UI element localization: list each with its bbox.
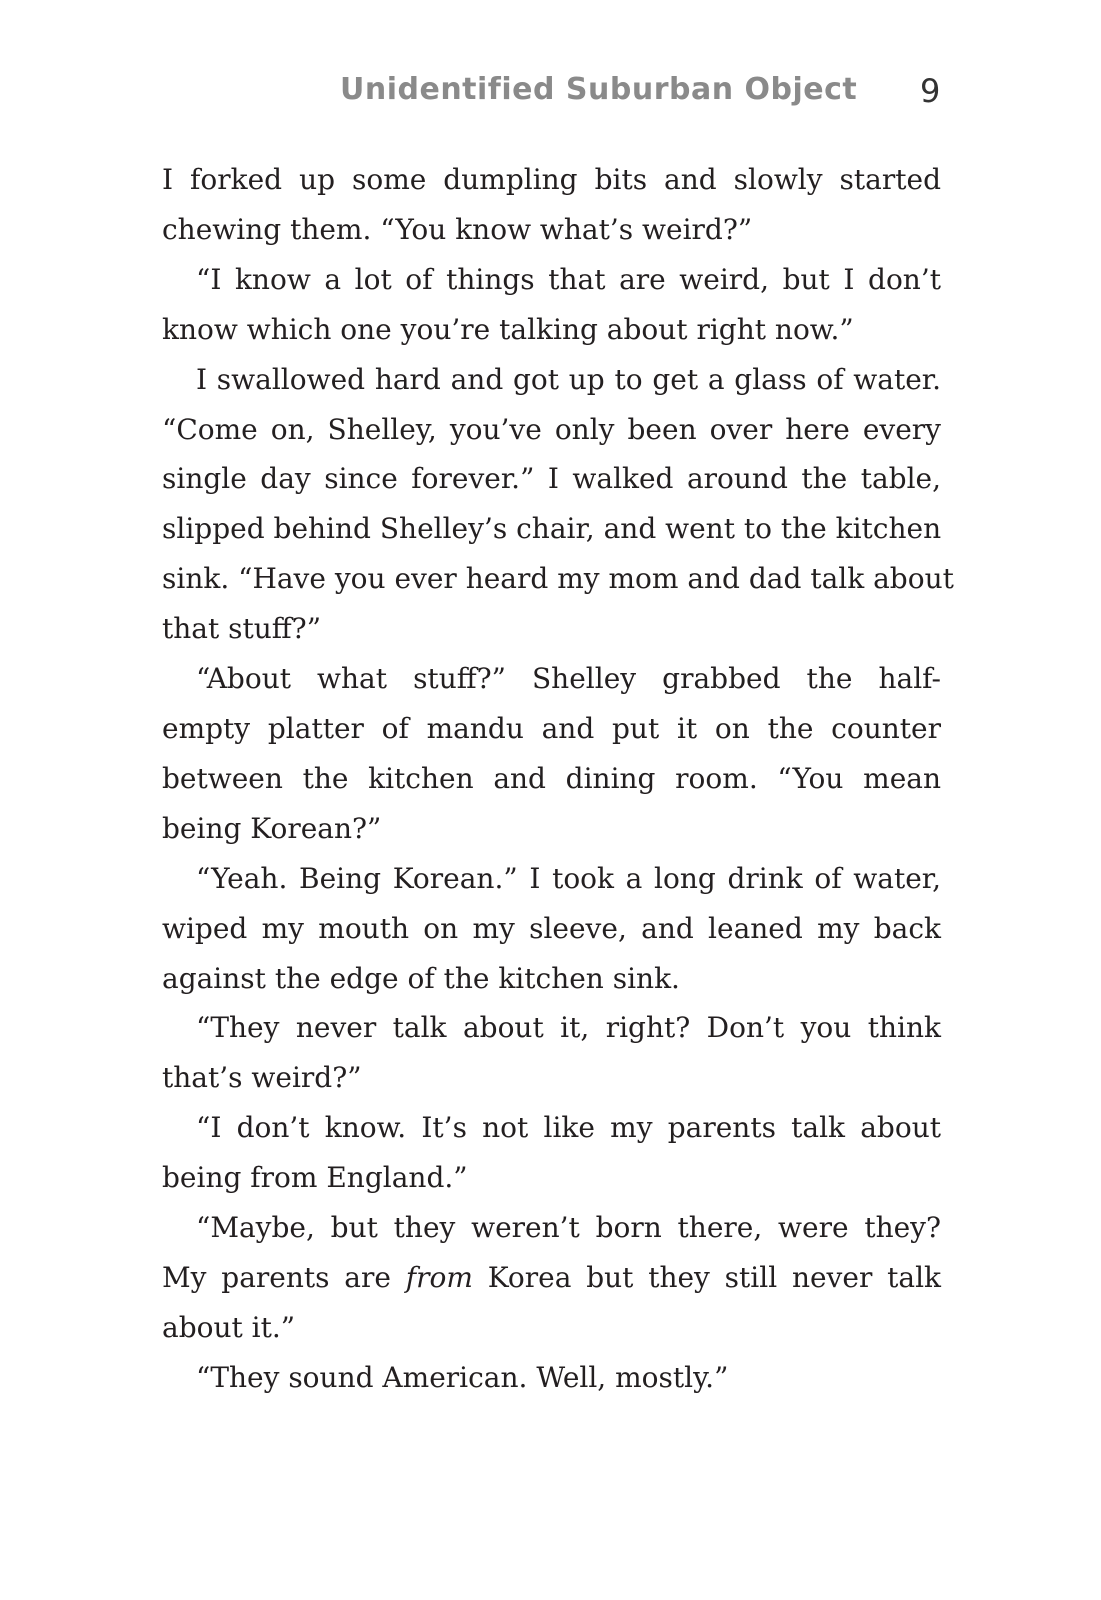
text-line: “They sound American. Well, mostly.” <box>196 1360 729 1394</box>
page-number: 9 <box>920 72 941 110</box>
text-line: “Come on, Shelley, you’ve only been over here every <box>162 412 941 446</box>
text-line: I forked up some dumpling bits and slowly started <box>162 163 941 196</box>
text-line: single day since forever.” I walked around the table, <box>162 462 941 496</box>
text-line: being from England.” <box>162 1161 468 1195</box>
text-line: “They never talk about it, right? Don’t you think <box>196 1011 941 1045</box>
italic-word: from <box>405 1260 473 1294</box>
text-line: chewing them. “You know what’s weird?” <box>162 212 753 246</box>
text-line: “About what stuff?” Shelley grabbed the half- <box>196 662 941 696</box>
text-line: “I don’t know. It’s not like my parents talk about <box>196 1111 941 1145</box>
text-line: sink. “Have you ever heard my mom and dad talk about <box>162 562 954 596</box>
text-line: being Korean?” <box>162 811 382 845</box>
body-text <box>162 155 954 1403</box>
text-line: between the kitchen and dining room. “You mean <box>162 761 941 795</box>
text-line: slipped behind Shelley’s chair, and went to the kitchen <box>162 512 942 546</box>
text-line: that stuff?” <box>162 612 322 646</box>
text-line: “I know a lot of things that are weird, but I don’t <box>196 262 941 296</box>
text-line: wiped my mouth on my sleeve, and leaned my back <box>162 911 941 945</box>
text-line: I swallowed hard and got up to get a glass of water. <box>196 362 941 396</box>
text-line-with-italic <box>162 1253 941 1303</box>
text-line: know which one you’re talking about right now.” <box>162 312 854 346</box>
running-head: Unidentified Suburban Object <box>340 72 858 107</box>
text-line: empty platter of mandu and put it on the counter <box>162 711 941 745</box>
text-line: “Maybe, but they weren’t born there, were they? <box>196 1211 941 1245</box>
text-segment: My parents are <box>162 1260 406 1294</box>
text-segment: Korea but they still never talk <box>472 1260 941 1294</box>
text-line: that’s weird?” <box>162 1061 362 1095</box>
text-line: about it.” <box>162 1310 296 1344</box>
text-line: “Yeah. Being Korean.” I took a long drink of water, <box>196 861 941 895</box>
text-line: against the edge of the kitchen sink. <box>162 961 680 995</box>
